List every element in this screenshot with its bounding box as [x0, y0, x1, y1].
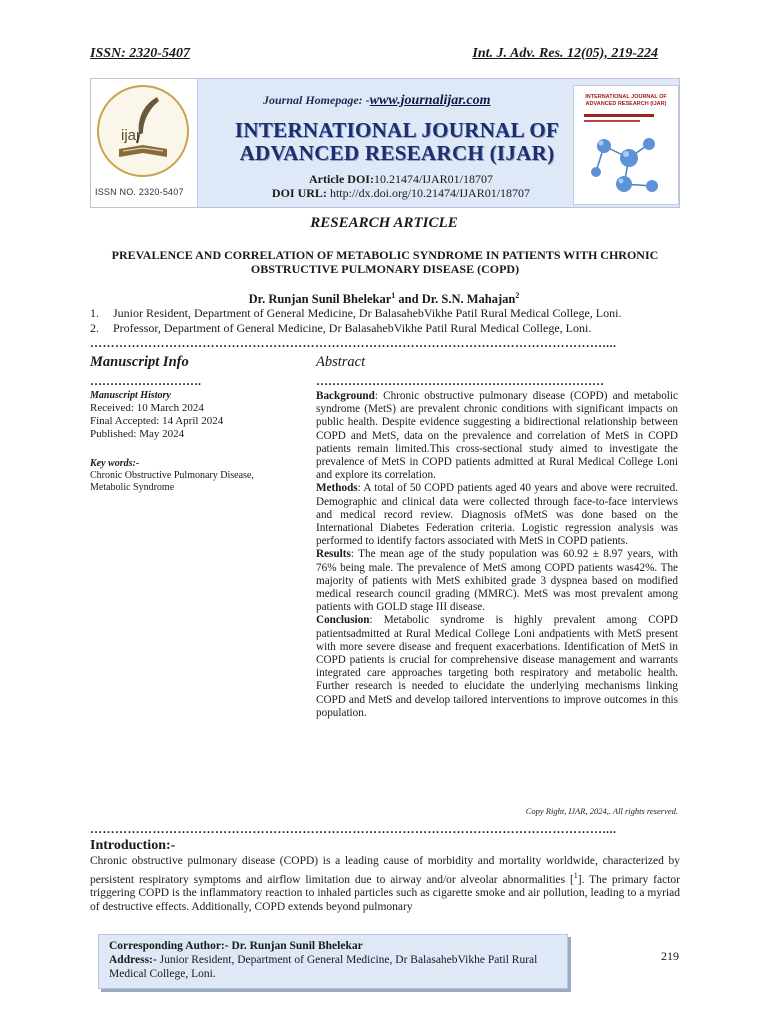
intro-text-part-1: Chronic obstructive pulmonary disease (COPD) is a leading cause of morbidity and mortality worldwide, characterized by persistent respiratory symptoms and airflow limitation due to airway and/or alveolar abnormalities [ — [90, 855, 680, 886]
paper-title-line-1: PREVALENCE AND CORRELATION OF METABOLIC SYNDROME IN PATIENTS WITH CHRONIC — [111, 248, 659, 262]
doi-url-label: DOI URL: — [271, 186, 327, 200]
address-text: Junior Resident, Department of General Medicine, Dr BalasahebVikhe Patil Rural Medical College, Loni. — [109, 954, 538, 980]
affiliation-number: 2. — [90, 321, 99, 335]
journal-logo — [91, 79, 198, 207]
manuscript-history — [90, 390, 270, 441]
conclusion-text: : Metabolic syndrome is highly prevalent among COPD patientsadmitted at Rural Medical College Loni andpatients with MetS present with more severe disease and frequent exacerbations. Identification of MetS in COPD patients is crucial for comprehensive disease management and warrants integrated care approaches targeting both respiratory and metabolic health. Further research is needed to elucidate the underlying mechanisms linking COPD and MetS and develop tailored interventions to improve outcomes in this population. — [316, 614, 678, 719]
logo-issn: ISSN NO. 2320-5407 — [95, 187, 184, 197]
affiliation-1 — [90, 306, 690, 320]
homepage-link[interactable]: www.journalijar.com — [369, 93, 491, 108]
molecule-illustration-icon — [574, 86, 678, 204]
journal-banner — [90, 78, 680, 208]
methods-text: : A total of 50 COPD patients aged 40 years and above were recruited. Demographic and clinical data were collected through face-to-face interviews and medical record review. Diagnosis ofMetS was done based on the International Diabetes Federation criteria. Logistic regression analysis was performed to identify factors associated with MetS in COPD patients. — [316, 482, 678, 548]
author-1-affiliation-mark: 1 — [391, 291, 396, 300]
affiliation-number: 1. — [90, 306, 99, 320]
journal-homepage — [263, 93, 491, 109]
results-label: Results — [316, 548, 351, 561]
background-label: Background — [316, 390, 375, 402]
introduction-heading: Introduction:- — [90, 838, 176, 853]
author-conjunction: and — [395, 292, 422, 307]
doi-block — [241, 172, 561, 200]
affiliation-2 — [90, 321, 690, 335]
abstract-methods — [316, 482, 678, 548]
abstract-body — [316, 390, 678, 720]
doi-url-link[interactable]: http://dx.doi.org/10.21474/IJAR01/18707 — [329, 186, 531, 200]
author-2-affiliation-mark: 2 — [515, 291, 520, 300]
separator-bottom: …………………………………………………………………………………………………………….... — [90, 822, 617, 836]
affiliation-text: Junior Resident, Department of General Medicine, Dr BalasahebVikhe Patil Rural Medical College, Loni. — [113, 306, 622, 320]
conclusion-label: Conclusion — [316, 614, 370, 627]
running-header-citation: Int. J. Adv. Res. 12(05), 219-224 — [472, 46, 658, 61]
citation-ref[interactable]: 1 — [573, 870, 578, 880]
introduction-text — [90, 855, 680, 914]
author-2: Dr. S.N. Mahajan — [421, 292, 516, 307]
author-list — [0, 291, 768, 307]
manuscript-info-heading: Manuscript Info — [90, 354, 189, 370]
abstract-background — [316, 390, 678, 482]
keyword-1: Chronic Obstructive Pulmonary Disease, — [90, 470, 254, 481]
separator-top: …………………………………………………………………………………………………………….... — [90, 336, 617, 350]
journal-cover-thumbnail — [573, 85, 679, 205]
copyright-notice: Copy Right, IJAR, 2024,. All rights reserved. — [525, 806, 678, 816]
results-text: : The mean age of the study population was 60.92 ± 8.97 years, with 76% being male. The prevalence of MetS among COPD patients was42%. The majority of patients with MetS exhibited grade 3 dyspnea based on modified medical research council grading (MMRC). MetS was most prevalent among patients with GOLD stage III disease. — [316, 548, 678, 614]
abstract-conclusion — [316, 614, 678, 720]
logo-wordmark: ijar — [121, 127, 142, 144]
keywords-label: Key words:- — [90, 458, 140, 469]
homepage-label: Journal Homepage: - — [263, 93, 370, 107]
manuscript-history-label: Manuscript History — [90, 390, 171, 401]
keyword-2: Metabolic Syndrome — [90, 482, 175, 493]
methods-label: Methods — [316, 482, 358, 495]
paper-title — [90, 248, 680, 276]
corresponding-author-box — [98, 934, 568, 989]
article-type: RESEARCH ARTICLE — [310, 215, 458, 231]
published-date: Published: May 2024 — [90, 428, 185, 440]
paper-title-line-2: OBSTRUCTIVE PULMONARY DISEASE (COPD) — [250, 262, 520, 276]
manuscript-info-dots: ………………………. — [90, 374, 201, 388]
page-number: 219 — [661, 949, 679, 963]
cover-title: INTERNATIONAL JOURNAL OF ADVANCED RESEARCH (IJAR) — [585, 94, 667, 107]
background-text: : Chronic obstructive pulmonary disease (COPD) and metabolic syndrome (MetS) are prevalent chronic conditions with significant impacts on public health. Despite evidence suggesting a bidirectional relationship between COPD and MetS, data on the prevalence and correlation of MetS in COPD patients remain limited.This cross-sectional study aimed to investigate the prevalence of MetS in COPD patients admitted at Rural Medical College Loni and explore its correlation. — [316, 390, 678, 482]
abstract-dots: ……………………………………………………………… — [316, 374, 604, 388]
quill-book-icon — [99, 87, 187, 175]
abstract-results — [316, 548, 678, 614]
affiliation-text: Professor, Department of General Medicine, Dr BalasahebVikhe Patil Rural Medical College, Loni. — [113, 321, 592, 335]
corresponding-author-label: Corresponding Author:- Dr. Runjan Sunil Bhelekar — [109, 940, 363, 952]
received-date: Received: 10 March 2024 — [90, 402, 204, 414]
running-header-issn: ISSN: 2320-5407 — [90, 46, 190, 61]
abstract-heading: Abstract — [316, 354, 366, 370]
doi-label: Article DOI: — [309, 172, 374, 186]
author-1: Dr. Runjan Sunil Bhelekar — [248, 292, 392, 307]
doi-value: 10.21474/IJAR01/18707 — [373, 172, 493, 186]
intro-text-part-2: ]. The primary factor triggering COPD is the inflammatory reaction to inhaled particles such as cigarette smoke and air pollution, leading to a myriad of destructive effects. Additionally, COPD extends beyond pulmonary — [90, 873, 680, 913]
address-label: Address:- — [109, 954, 157, 966]
journal-title: INTERNATIONAL JOURNAL OF ADVANCED RESEARCH (IJAR) — [234, 118, 560, 165]
keywords — [90, 458, 270, 494]
logo-emblem — [97, 85, 189, 177]
accepted-date: Final Accepted: 14 April 2024 — [90, 415, 224, 427]
